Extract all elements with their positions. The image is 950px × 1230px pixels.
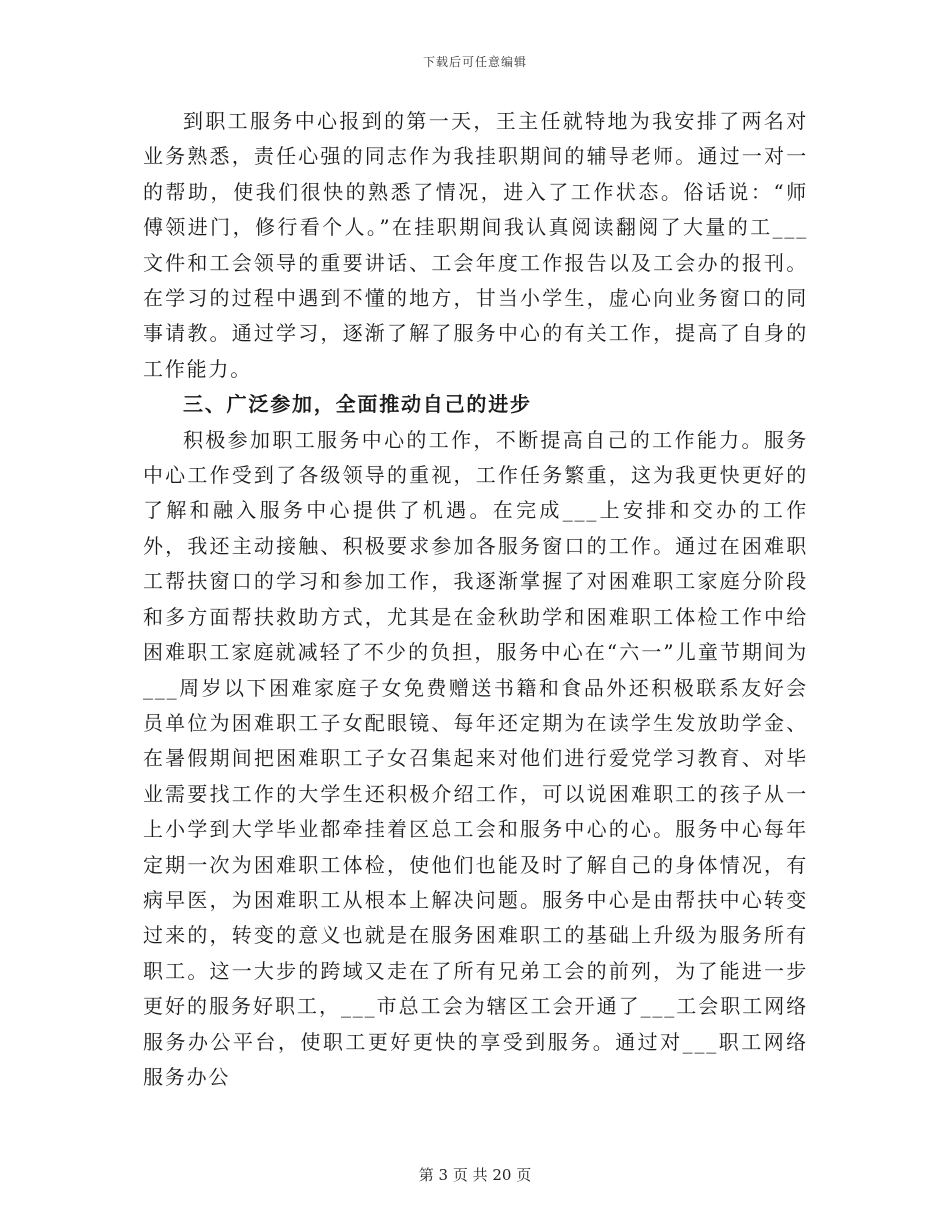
paragraph-2: 积极参加职工服务中心的工作，不断提高自己的工作能力。服务中心工作受到了各级领导的重视，工作任务繁重，这为我更快更好的了解和融入服务中心提供了机遇。在完成___上安排和交办的工作外，我还主动接触、积极要求参加各服务窗口的工作。通过在困难职工帮扶窗口的学习和参加工作，我逐渐掌握了对困难职工家庭分阶段和多方面帮扶救助方式，尤其是在金秋助学和困难职工体检工作中给困难职工家庭就减轻了不少的负担，服务中心在“六一”儿童节期间为___周岁以下困难家庭子女免费赠送书籍和食品外还积极联系友好会员单位为困难职工子女配眼镜、每年还定期为在读学生发放助学金、在暑假期间把困难职工子女召集起来对他们进行爱党学习教育、对毕业需要找工作的大学生还积极介绍工作，可以说困难职工的孩子从一上小学到大学毕业都牵挂着区总工会和服务中心的心。服务中心每年定期一次为困难职工体检，使他们也能及时了解自己的身体情况，有病早医，为困难职工从根本上解决问题。服务中心是由帮扶中心转变过来的，转变的意义也就是在服务困难职工的基础上升级为服务所有职工。这一大步的跨域又走在了所有兄弟工会的前列，为了能进一步更好的服务好职工，___市总工会为辖区工会开通了___工会职工网络服务办公平台，使职工更好更快的享受到服务。通过对___职工网络服务办公 bbox=[143, 427, 808, 1089]
header-note: 下载后可任意编辑 bbox=[422, 55, 527, 69]
page-footer: 第 3 页 共 20 页 bbox=[418, 1166, 532, 1184]
document-body bbox=[143, 104, 808, 1095]
section-heading: 三、广泛参加，全面推动自己的进步 bbox=[183, 392, 532, 417]
paragraph-1: 到职工服务中心报到的第一天，王主任就特地为我安排了两名对业务熟悉，责任心强的同志作为我挂职期间的辅导老师。通过一对一的帮助，使我们很快的熟悉了情况，进入了工作状态。俗话说：“师傅领进门，修行看个人。”在挂职期间我认真阅读翻阅了大量的工___文件和工会领导的重要讲话、工会年度工作报告以及工会办的报刊。在学习的过程中遇到不懂的地方，甘当小学生，虚心向业务窗口的同事请教。通过学习，逐渐了解了服务中心的有关工作，提高了自身的工作能力。 bbox=[143, 109, 808, 381]
